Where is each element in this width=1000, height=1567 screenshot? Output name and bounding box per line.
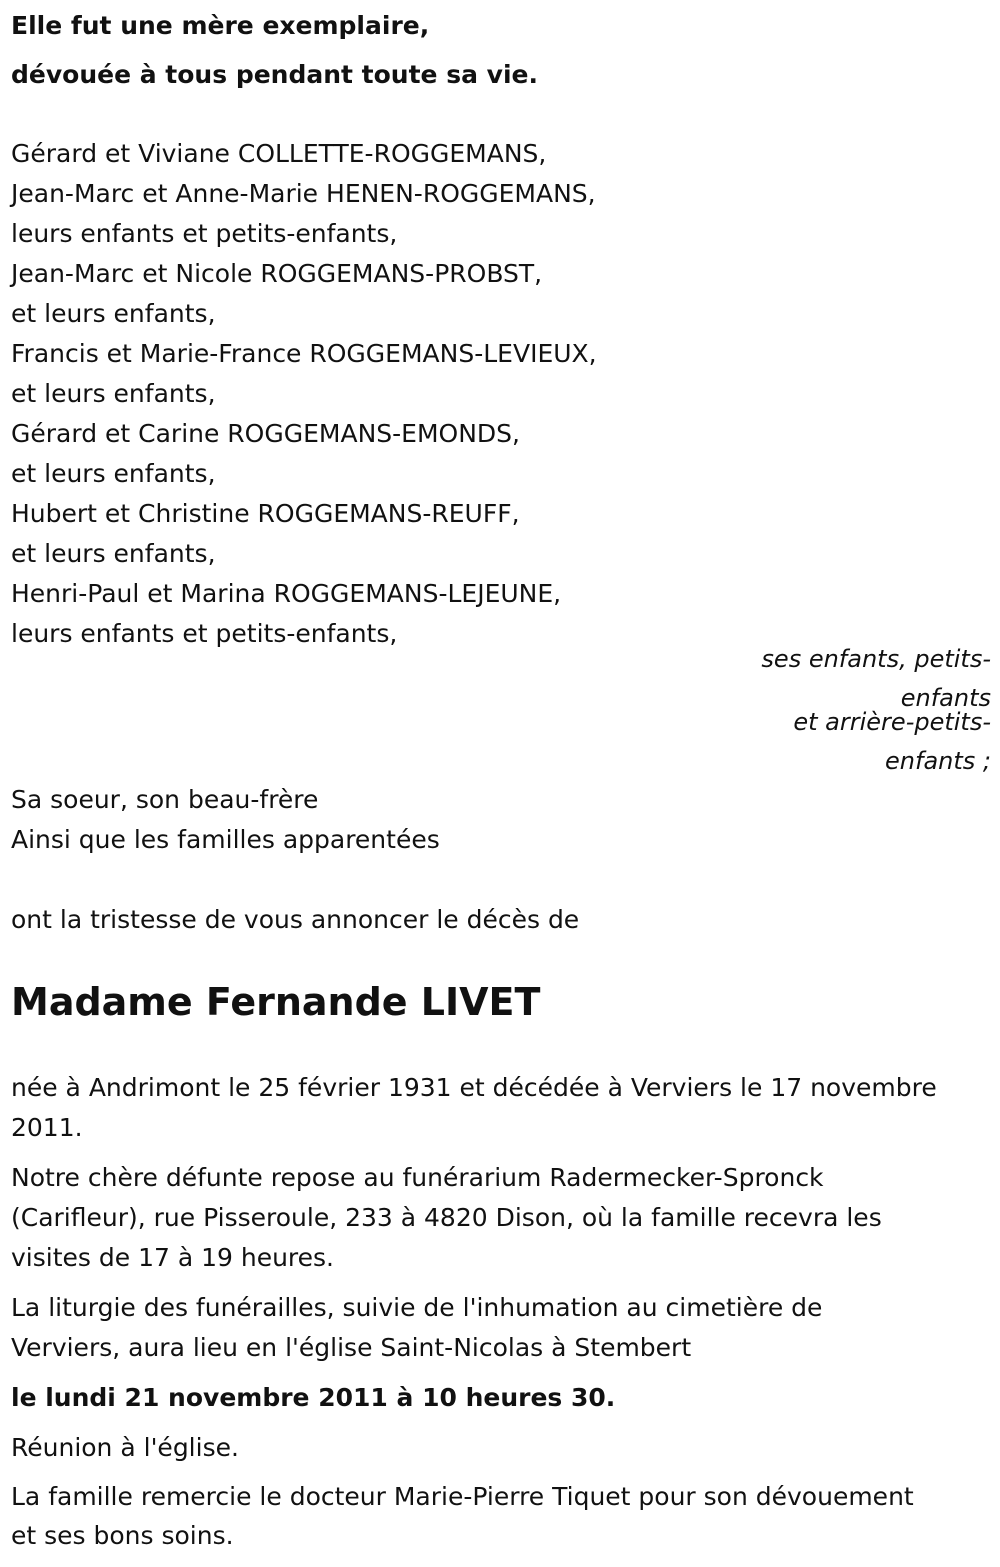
liturgy-line: Verviers, aura lieu en l'église Saint-Nicolas à Stembert [11,1333,692,1362]
signature-line: et arrière-petits- [793,708,991,736]
family-line: Hubert et Christine ROGGEMANS-REUFF, [11,499,520,528]
signature-line: ses enfants, petits- [761,645,991,673]
birth-death-line: née à Andrimont le 25 février 1931 et décédée à Verviers le 17 novembre [11,1073,937,1102]
rest-line: (Carifleur), rue Pisseroule, 233 à 4820 Dison, où la famille recevra les [11,1203,882,1232]
deceased-name: Madame Fernande LIVET [11,980,541,1024]
signature-line: enfants [900,684,991,712]
family-line: leurs enfants et petits-enfants, [11,219,398,248]
relatives-line-2: Ainsi que les familles apparentées [11,825,440,854]
announcement-text: ont la tristesse de vous annoncer le décès de [11,905,580,934]
signature-line: enfants ; [885,747,991,775]
thanks-line: La famille remercie le docteur Marie-Pierre Tiquet pour son dévouement [11,1482,914,1511]
intro-line-2: dévouée à tous pendant toute sa vie. [11,60,538,89]
relatives-line-1: Sa soeur, son beau-frère [11,785,319,814]
family-line: Henri-Paul et Marina ROGGEMANS-LEJEUNE, [11,579,562,608]
family-line: Francis et Marie-France ROGGEMANS-LEVIEUX, [11,339,597,368]
family-line: et leurs enfants, [11,379,216,408]
liturgy-line: La liturgie des funérailles, suivie de l'inhumation au cimetière de [11,1293,823,1322]
thanks-line: et ses bons soins. [11,1521,234,1550]
family-line: et leurs enfants, [11,459,216,488]
family-line: leurs enfants et petits-enfants, [11,619,398,648]
family-line: Gérard et Viviane COLLETTE-ROGGEMANS, [11,139,547,168]
birth-death-line: 2011. [11,1113,83,1142]
family-line: et leurs enfants, [11,299,216,328]
reunion-line: Réunion à l'église. [11,1433,239,1462]
family-line: Gérard et Carine ROGGEMANS-EMONDS, [11,419,520,448]
rest-line: Notre chère défunte repose au funérarium Radermecker-Spronck [11,1163,824,1192]
rest-line: visites de 17 à 19 heures. [11,1243,334,1272]
intro-line-1: Elle fut une mère exemplaire, [11,11,430,40]
family-line: Jean-Marc et Nicole ROGGEMANS-PROBST, [11,259,543,288]
funeral-date-time: le lundi 21 novembre 2011 à 10 heures 30. [11,1383,616,1412]
family-line: Jean-Marc et Anne-Marie HENEN-ROGGEMANS, [11,179,596,208]
family-line: et leurs enfants, [11,539,216,568]
